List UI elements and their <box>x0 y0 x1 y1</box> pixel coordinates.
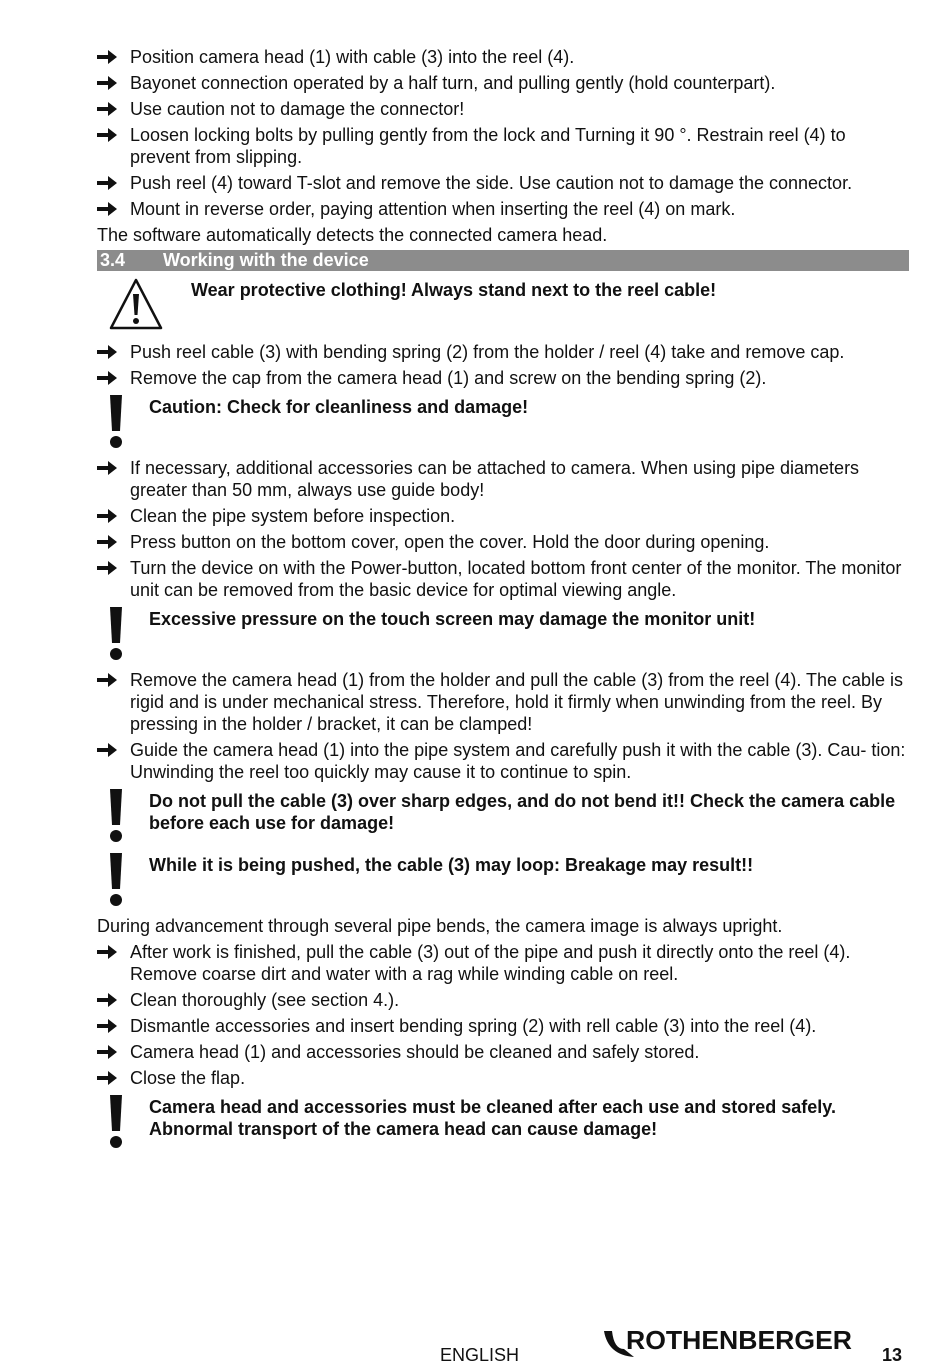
list-item-text: Position camera head (1) with cable (3) into the reel (4). <box>130 47 575 67</box>
arrow-bullet-icon <box>97 202 117 216</box>
list-item <box>97 1067 909 1089</box>
list-item-text: Remove the camera head (1) from the holder and pull the cable (3) from the reel (4). The cable is rigid and is under mechanical stress. Therefore, hold it firmly when unwinding from the reel. By pressing in the holder / bracket, it can be clamped! <box>130 670 904 734</box>
list-item-text: Bayonet connection operated by a half turn, and pulling gently (hold counterpart). <box>130 73 776 93</box>
list-item <box>97 989 909 1011</box>
bullet-list-d <box>97 941 909 1089</box>
list-item-text: Press button on the bottom cover, open the cover. Hold the door during opening. <box>130 532 770 552</box>
list-item-text: Guide the camera head (1) into the pipe system and carefully push it with the cable (3). Cau- tion: Unwinding the reel too quickly may cause it to continue to spin. <box>130 740 906 782</box>
caution-note <box>97 605 909 663</box>
caution-text: Camera head and accessories must be cleaned after each use and stored safely. Abnormal transport of the camera head can cause damage! <box>149 1097 836 1139</box>
warning-triangle-icon <box>108 277 164 331</box>
arrow-bullet-icon <box>97 50 117 64</box>
arrow-bullet-icon <box>97 176 117 190</box>
manual-page <box>97 46 909 1157</box>
list-item-text: Camera head (1) and accessories should be cleaned and safely stored. <box>130 1042 700 1062</box>
list-item <box>97 557 909 601</box>
page-number: 13 <box>882 1345 903 1365</box>
caution-note <box>97 851 909 909</box>
list-item-text: Clean thoroughly (see section 4.). <box>130 990 400 1010</box>
bullet-list-top <box>97 46 909 220</box>
arrow-bullet-icon <box>97 673 117 687</box>
list-item <box>97 669 909 735</box>
list-item-text: Remove the cap from the camera head (1) and screw on the bending spring (2). <box>130 368 767 388</box>
list-item <box>97 1015 909 1037</box>
arrow-bullet-icon <box>97 371 117 385</box>
arrow-bullet-icon <box>97 1045 117 1059</box>
section-title: Working with the device <box>163 250 369 270</box>
list-item <box>97 531 909 553</box>
bullet-list-b <box>97 457 909 601</box>
list-item-text: Clean the pipe system before inspection. <box>130 506 456 526</box>
arrow-bullet-icon <box>97 1019 117 1033</box>
arrow-bullet-icon <box>97 102 117 116</box>
list-item-text: Push reel cable (3) with bending spring (2) from the holder / reel (4) take and remove cap. <box>130 342 845 362</box>
arrow-bullet-icon <box>97 535 117 549</box>
list-item <box>97 72 909 94</box>
brand-name: ROTHENBERGER <box>626 1325 853 1355</box>
exclamation-icon <box>108 787 124 843</box>
caution-text: Do not pull the cable (3) over sharp edges, and do not bend it!! Check the camera cable before each use for damage! <box>149 791 896 833</box>
list-item-text: Close the flap. <box>130 1068 246 1088</box>
arrow-bullet-icon <box>97 76 117 90</box>
list-item <box>97 98 909 120</box>
paragraph-software: The software automatically detects the connected camera head. <box>97 225 608 245</box>
list-item <box>97 46 909 68</box>
list-item <box>97 739 909 783</box>
caution-text: Excessive pressure on the touch screen may damage the monitor unit! <box>149 609 756 629</box>
list-item <box>97 457 909 501</box>
bullet-list-a <box>97 341 909 389</box>
list-item-text: Loosen locking bolts by pulling gently from the lock and Turning it 90 °. Restrain reel (4) to prevent from slipping. <box>130 125 846 167</box>
list-item <box>97 172 909 194</box>
bullet-list-c <box>97 669 909 783</box>
caution-note <box>97 787 909 845</box>
list-item-text: Turn the device on with the Power-button, located bottom front center of the monitor. The monitor unit can be removed from the basic device for optimal viewing angle. <box>130 558 902 600</box>
list-item-text: Use caution not to damage the connector! <box>130 99 465 119</box>
list-item-text: Mount in reverse order, paying attention when inserting the reel (4) on mark. <box>130 199 736 219</box>
list-item <box>97 941 909 985</box>
exclamation-icon <box>108 605 124 661</box>
caution-note <box>97 1093 909 1151</box>
arrow-bullet-icon <box>97 509 117 523</box>
list-item-text: After work is finished, pull the cable (3) out of the pipe and push it directly onto the reel (4). Remove coarse dirt and water with a rag while winding cable on reel. <box>130 942 851 984</box>
list-item-text: Push reel (4) toward T-slot and remove the side. Use caution not to damage the connector. <box>130 173 853 193</box>
footer-language: ENGLISH <box>440 1345 520 1365</box>
paragraph-upright: During advancement through several pipe bends, the camera image is always upright. <box>97 916 783 936</box>
arrow-bullet-icon <box>97 743 117 757</box>
rothenberger-logo-icon <box>600 1323 856 1361</box>
exclamation-icon <box>108 1093 124 1149</box>
arrow-bullet-icon <box>97 561 117 575</box>
section-heading <box>97 250 909 271</box>
list-item <box>97 341 909 363</box>
caution-text: While it is being pushed, the cable (3) may loop: Breakage may result!! <box>149 855 754 875</box>
arrow-bullet-icon <box>97 1071 117 1085</box>
exclamation-icon <box>108 393 124 449</box>
list-item <box>97 505 909 527</box>
caution-text: Caution: Check for cleanliness and damage! <box>149 397 529 417</box>
arrow-bullet-icon <box>97 461 117 475</box>
list-item <box>97 367 909 389</box>
warning-text: Wear protective clothing! Always stand next to the reel cable! <box>191 280 717 300</box>
arrow-bullet-icon <box>97 993 117 1007</box>
section-number: 3.4 <box>100 250 126 270</box>
arrow-bullet-icon <box>97 945 117 959</box>
list-item <box>97 1041 909 1063</box>
list-item-text: Dismantle accessories and insert bending spring (2) with rell cable (3) into the reel (4). <box>130 1016 817 1036</box>
brand-logo <box>600 1323 856 1366</box>
caution-note <box>97 393 909 451</box>
list-item-text: If necessary, additional accessories can be attached to camera. When using pipe diameters greater than 50 mm, always use guide body! <box>130 458 860 500</box>
warning-note <box>97 277 909 335</box>
list-item <box>97 198 909 220</box>
list-item <box>97 124 909 168</box>
arrow-bullet-icon <box>97 128 117 142</box>
arrow-bullet-icon <box>97 345 117 359</box>
exclamation-icon <box>108 851 124 907</box>
